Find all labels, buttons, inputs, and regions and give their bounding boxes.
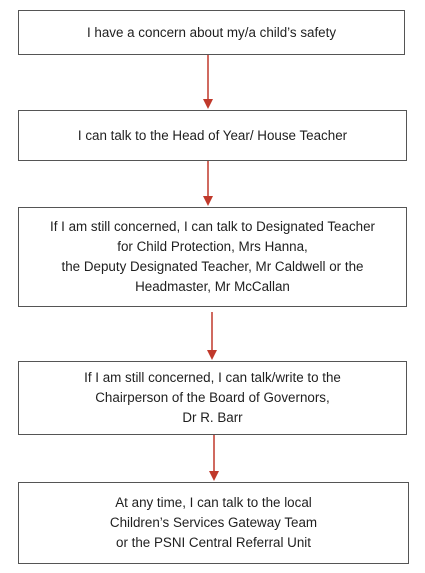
step-3-line-1: If I am still concerned, I can talk to Designated Teacher: [49, 219, 376, 234]
step-4-line-3: Dr R. Barr: [182, 410, 243, 425]
step-4-line-2: Chairperson of the Board of Governors,: [95, 390, 330, 405]
arrow-1-to-2: [203, 55, 213, 109]
step-5-line-2: Children’s Services Gateway Team: [109, 515, 318, 530]
step-1-line-1: I have a concern about my/a child’s safety: [86, 24, 337, 40]
step-3-line-4: Headmaster, Mr McCallan: [135, 279, 290, 294]
step-5-line-1: At any time, I can talk to the local: [115, 495, 312, 510]
step-2-line-1: I can talk to the Head of Year/ House Teacher: [77, 127, 348, 143]
step-3-line-3: the Deputy Designated Teacher, Mr Caldwell or the: [61, 259, 364, 274]
arrow-2-to-3: [203, 161, 213, 206]
arrow-3-to-4: [207, 312, 217, 360]
step-4-line-1: If I am still concerned, I can talk/write to the: [84, 370, 341, 385]
step-3-line-2: for Child Protection, Mrs Hanna,: [117, 239, 308, 254]
arrow-4-to-5: [209, 435, 219, 481]
step-5-line-3: or the PSNI Central Referral Unit: [116, 535, 311, 550]
